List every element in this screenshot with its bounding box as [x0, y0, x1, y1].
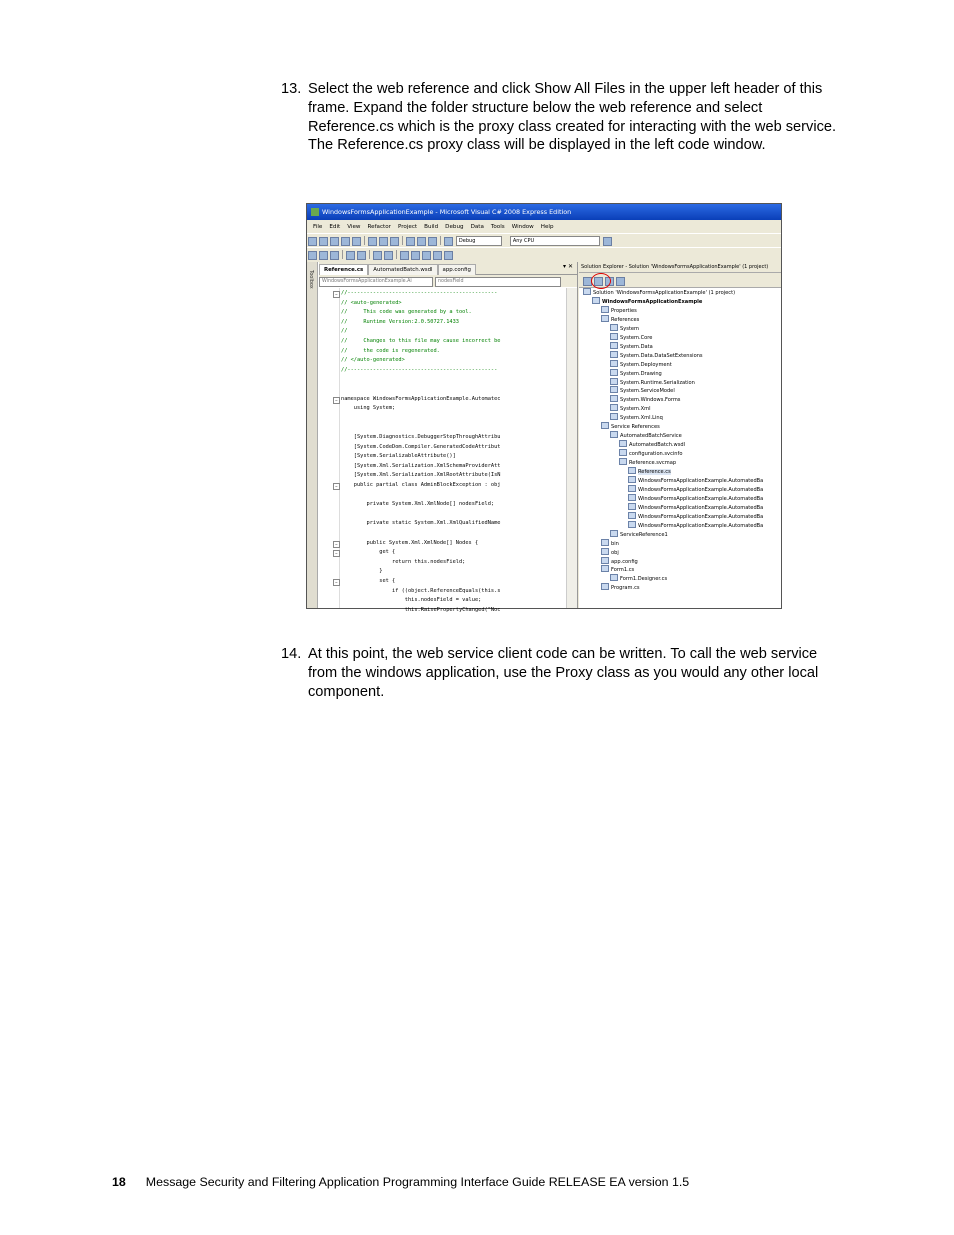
- tree-node[interactable]: [601, 315, 639, 324]
- tree-node-icon: [601, 315, 609, 322]
- tree-node[interactable]: [610, 413, 663, 422]
- tree-node-icon: [601, 539, 609, 546]
- fold-toggle[interactable]: −: [333, 579, 340, 586]
- page-footer: [112, 1175, 689, 1189]
- tree-node-label: AutomatedBatch.wsdl: [629, 442, 686, 449]
- tree-node[interactable]: [601, 557, 638, 566]
- menu-bar: [307, 220, 781, 233]
- tree-node[interactable]: [610, 574, 667, 583]
- step-text: At this point, the web service client code can be written. To call the web service from the windows application, use the Proxy class as you would any other local component.: [308, 646, 819, 700]
- tree-node-icon: [610, 342, 618, 349]
- window-title-bar: [307, 204, 781, 220]
- code-line: // </auto-generated>: [341, 357, 405, 364]
- find-icon[interactable]: [603, 237, 612, 246]
- tree-node-icon: [628, 503, 636, 510]
- tree-node-icon: [628, 494, 636, 501]
- tree-node-label: WindowsFormsApplicationExample.AutomatedBa: [638, 513, 764, 520]
- tree-node[interactable]: [628, 521, 763, 530]
- view-code-icon[interactable]: [616, 277, 625, 286]
- solution-explorer-toolbar: [579, 273, 781, 288]
- tree-node-label: Reference.svcmap: [629, 460, 677, 467]
- tree-node-label: System.Data: [620, 343, 653, 350]
- menu-item-build[interactable]: Build: [424, 224, 439, 230]
- step-13: [281, 80, 841, 155]
- tree-node-label: System.Data.DataSetExtensions: [620, 352, 703, 359]
- tree-node-label: System.Drawing: [620, 370, 662, 377]
- tree-node[interactable]: [628, 494, 763, 503]
- fold-toggle[interactable]: −: [333, 541, 340, 548]
- tree-node-label: Properties: [611, 307, 637, 314]
- bookmark-prev-icon[interactable]: [411, 251, 420, 260]
- tree-node-label: References: [611, 316, 640, 323]
- tab-automatedbatch-wsdl[interactable]: AutomatedBatch.wsdl: [368, 264, 437, 275]
- tree-node-icon: [610, 404, 618, 411]
- fold-toggle[interactable]: −: [333, 291, 340, 298]
- text-editor-toolbar: [307, 247, 781, 261]
- menu-item-data[interactable]: Data: [470, 224, 484, 230]
- menu-item-project[interactable]: Project: [397, 224, 418, 230]
- tree-node[interactable]: [610, 333, 652, 342]
- tree-node[interactable]: [610, 530, 668, 539]
- menu-item-refactor[interactable]: Refactor: [367, 224, 391, 230]
- page-number: 18: [112, 1175, 126, 1189]
- code-line: set {: [341, 578, 396, 584]
- tree-node-label: AutomatedBatchService: [620, 433, 682, 440]
- tab-app-config[interactable]: app.config: [438, 264, 476, 275]
- document-title: Message Security and Filtering Application Programming Interface Guide RELEASE EA version 1.5: [145, 1175, 690, 1189]
- tree-node[interactable]: [610, 378, 695, 387]
- tree-node[interactable]: [619, 458, 676, 467]
- tree-node-label: WindowsFormsApplicationExample.AutomatedBa: [638, 486, 764, 493]
- tree-node[interactable]: [610, 351, 703, 360]
- tree-node-icon: [619, 440, 627, 447]
- code-line: [System.SerializableAttribute()]: [341, 453, 456, 460]
- tree-node-icon: [610, 360, 618, 367]
- tree-node-label: Form1.cs: [611, 567, 635, 574]
- tree-node-label: ServiceReference1: [620, 531, 668, 538]
- step-number: 14.: [281, 646, 302, 662]
- code-line: [System.Xml.Serialization.XmlSchemaProviderAtt: [341, 462, 501, 469]
- tree-node-label: WindowsFormsApplicationExample.AutomatedBa: [638, 504, 764, 511]
- tree-node-label: configuration.svcinfo: [629, 451, 683, 458]
- tree-node[interactable]: [583, 288, 735, 297]
- tree-node[interactable]: [601, 548, 619, 557]
- tree-node-icon: [601, 306, 609, 313]
- tree-node[interactable]: [610, 431, 682, 440]
- tree-node-icon: [583, 288, 591, 295]
- tree-node[interactable]: [628, 503, 763, 512]
- menu-item-file[interactable]: File: [313, 224, 323, 230]
- tree-node[interactable]: [601, 539, 619, 548]
- tree-node[interactable]: [610, 324, 639, 333]
- tree-node-icon: [601, 557, 609, 564]
- tree-node-icon: [610, 395, 618, 402]
- tree-node-label: System.ServiceModel: [620, 388, 675, 395]
- start-debug-icon[interactable]: [444, 237, 453, 246]
- save-icon[interactable]: [341, 237, 350, 246]
- bookmark-next-icon[interactable]: [422, 251, 431, 260]
- new-project-icon[interactable]: [308, 237, 317, 246]
- code-line: this.nodesField = value;: [341, 597, 482, 604]
- copy-icon[interactable]: [379, 237, 388, 246]
- menu-item-window[interactable]: Window: [511, 224, 534, 230]
- code-line: // the code is regenerated.: [341, 347, 440, 354]
- tree-node-icon: [601, 422, 609, 429]
- cut-icon[interactable]: [368, 237, 377, 246]
- tree-node[interactable]: [619, 449, 682, 458]
- tree-node-label: Solution 'WindowsFormsApplicationExample' (1 project): [593, 290, 736, 296]
- add-item-icon[interactable]: [319, 237, 328, 246]
- tree-node-icon: [628, 467, 636, 474]
- tree-node[interactable]: [610, 342, 653, 351]
- tree-node[interactable]: [610, 386, 675, 395]
- tree-node-icon: [610, 574, 618, 581]
- tree-node-label: Reference.cs: [638, 469, 671, 475]
- tree-node-label: Service References: [611, 424, 660, 431]
- code-line: // <auto-generated>: [341, 299, 402, 306]
- fold-toggle[interactable]: −: [333, 483, 340, 490]
- menu-item-debug[interactable]: Debug: [445, 224, 464, 230]
- tree-node[interactable]: [619, 440, 685, 449]
- navigation-bar: [319, 275, 577, 287]
- tree-node-label: obj: [611, 549, 619, 556]
- tree-node[interactable]: [628, 467, 671, 476]
- tree-node-icon: [601, 583, 609, 590]
- tree-node-icon: [601, 565, 609, 572]
- indent-icon[interactable]: [357, 251, 366, 260]
- code-line: // This code was generated by a tool.: [341, 309, 472, 316]
- toolbox-label: Toolbox: [308, 270, 314, 289]
- tree-node-icon: [619, 458, 627, 465]
- tree-node[interactable]: [610, 360, 672, 369]
- code-line: this.RaisePropertyChanged("Noc: [341, 606, 501, 613]
- platform-dropdown[interactable]: Any CPU: [510, 236, 600, 246]
- fold-toggle[interactable]: −: [333, 550, 340, 557]
- bookmark-icon[interactable]: [400, 251, 409, 260]
- tree-node-icon: [628, 485, 636, 492]
- tree-node-icon: [610, 413, 618, 420]
- tree-node-icon: [610, 386, 618, 393]
- code-line: //: [341, 328, 348, 335]
- member-dropdown[interactable]: nodesField: [435, 277, 561, 287]
- tree-node-icon: [601, 548, 609, 555]
- tree-node-label: System.Runtime.Serialization: [620, 379, 695, 386]
- tree-node-label: System.Windows.Forms: [620, 397, 681, 404]
- code-line: [System.Diagnostics.DebuggerStepThroughAttribu: [341, 434, 501, 440]
- tree-node[interactable]: [628, 476, 763, 485]
- code-line: public System.Xml.XmlNode[] Nodes {: [341, 539, 479, 546]
- toolbox-sidebar[interactable]: [307, 262, 318, 608]
- tree-node-icon: [592, 297, 600, 304]
- comment-icon[interactable]: [373, 251, 382, 260]
- solution-explorer-header: Solution Explorer - Solution 'WindowsFormsApplicationExample' (1 project): [579, 262, 781, 273]
- step-14: [281, 645, 841, 701]
- tree-node-icon: [610, 530, 618, 537]
- code-line: // Runtime Version:2.0.50727.1433: [341, 318, 459, 325]
- paste-icon[interactable]: [390, 237, 399, 246]
- code-line: if ((object.ReferenceEquals(this.s: [341, 587, 501, 594]
- tree-node-label: WindowsFormsApplicationExample: [602, 298, 703, 305]
- type-dropdown[interactable]: WindowsFormsApplicationExample.Ai: [319, 277, 433, 287]
- code-line: private System.Xml.XmlNode[] nodesField;: [341, 501, 495, 508]
- save-all-icon[interactable]: [352, 237, 361, 246]
- tree-node-label: WindowsFormsApplicationExample.AutomatedBa: [638, 495, 764, 502]
- tree-node-label: System.Xml: [620, 406, 651, 413]
- standard-toolbar: [307, 233, 781, 247]
- tree-node[interactable]: [610, 369, 662, 378]
- code-line: [System.Xml.Serialization.XmlRootAttribute(IsN: [341, 472, 501, 479]
- tree-node-icon: [610, 333, 618, 340]
- tree-node[interactable]: [601, 583, 640, 592]
- navigate-icon[interactable]: [428, 237, 437, 246]
- tab-reference-cs[interactable]: Reference.cs: [319, 264, 368, 275]
- document-tabs: [319, 262, 577, 275]
- tab-controls[interactable]: ▾ ✕: [563, 263, 573, 270]
- tree-node[interactable]: [628, 485, 763, 494]
- app-icon: [311, 208, 319, 216]
- undo-icon[interactable]: [406, 237, 415, 246]
- tree-node-icon: [628, 476, 636, 483]
- tree-node[interactable]: [628, 512, 763, 521]
- fold-toggle[interactable]: −: [333, 397, 340, 404]
- tree-node[interactable]: [592, 297, 702, 306]
- tree-node[interactable]: [610, 395, 680, 404]
- bookmark-clear-icon[interactable]: [433, 251, 442, 260]
- code-line: get {: [341, 549, 396, 556]
- menu-item-view[interactable]: View: [347, 224, 361, 230]
- window-title: WindowsFormsApplicationExample - Microsoft Visual C# 2008 Express Edition: [322, 208, 572, 216]
- tree-node[interactable]: [610, 404, 650, 413]
- tree-node[interactable]: [601, 422, 660, 431]
- code-line: //-----------------------------------------------: [341, 290, 498, 296]
- editor-scrollbar[interactable]: [566, 288, 577, 608]
- tree-node[interactable]: [601, 565, 634, 574]
- menu-item-help[interactable]: Help: [540, 224, 554, 230]
- code-line: namespace WindowsFormsApplicationExample.Automatec: [341, 395, 501, 402]
- configuration-dropdown[interactable]: Debug: [456, 236, 502, 246]
- code-line: // Changes to this file may cause incorrect be: [341, 338, 501, 344]
- tree-node-label: System: [620, 325, 639, 332]
- tree-node-icon: [628, 521, 636, 528]
- tree-node-label: System.Deployment: [620, 361, 672, 368]
- tree-node-label: WindowsFormsApplicationExample.AutomatedBa: [638, 477, 764, 484]
- tree-node-icon: [610, 324, 618, 331]
- code-line: }: [341, 568, 383, 575]
- tree-node-label: System.Core: [620, 334, 653, 341]
- code-line: //-----------------------------------------------: [341, 366, 498, 373]
- solution-tree: [579, 288, 781, 608]
- code-line: private static System.Xml.XmlQualifiedName: [341, 520, 501, 527]
- tree-node[interactable]: [601, 306, 637, 315]
- menu-item-edit[interactable]: Edit: [329, 224, 341, 230]
- toolbar-icon[interactable]: [308, 251, 317, 260]
- code-gutter: [319, 288, 340, 608]
- outdent-icon[interactable]: [346, 251, 355, 260]
- code-line: [System.CodeDom.Compiler.GeneratedCodeAttribut: [341, 443, 501, 450]
- code-view[interactable]: [319, 288, 567, 613]
- redo-icon[interactable]: [417, 237, 426, 246]
- tree-node-label: WindowsFormsApplicationExample.AutomatedBa: [638, 522, 764, 529]
- step-number: 13.: [281, 81, 302, 97]
- visual-studio-screenshot: [306, 203, 782, 613]
- code-line: using System;: [341, 405, 396, 412]
- code-line: public partial class AdminBlockException : obj: [341, 482, 501, 488]
- menu-item-tools[interactable]: Tools: [490, 224, 505, 230]
- uncomment-icon[interactable]: [384, 251, 393, 260]
- toolbar-icon[interactable]: [330, 251, 339, 260]
- tree-node-icon: [610, 351, 618, 358]
- tree-node-icon: [610, 369, 618, 376]
- toolbar-icon[interactable]: [319, 251, 328, 260]
- tree-node-icon: [628, 512, 636, 519]
- step-text: Select the web reference and click Show All Files in the upper left header of this frame. Expand the folder structure below the web reference and select Reference.cs which is the proxy class created for interacting with the web service. The Reference.cs proxy class will be displayed in the left code window.: [308, 81, 837, 154]
- highlight-circle: [591, 273, 611, 289]
- solution-explorer: [579, 262, 781, 608]
- tree-node-icon: [619, 449, 627, 456]
- toolbar-icon[interactable]: [444, 251, 453, 260]
- code-editor-pane: [307, 262, 578, 613]
- code-line: return this.nodesField;: [341, 558, 466, 565]
- tree-node-label: Program.cs: [611, 585, 640, 592]
- tree-node-icon: [610, 378, 618, 385]
- tree-node-label: app.config: [611, 558, 638, 565]
- tree-node-label: bin: [611, 540, 619, 547]
- tree-node-icon: [610, 431, 618, 438]
- open-icon[interactable]: [330, 237, 339, 246]
- tree-node-label: System.Xml.Linq: [620, 415, 663, 422]
- tree-node-label: Form1.Designer.cs: [620, 576, 668, 583]
